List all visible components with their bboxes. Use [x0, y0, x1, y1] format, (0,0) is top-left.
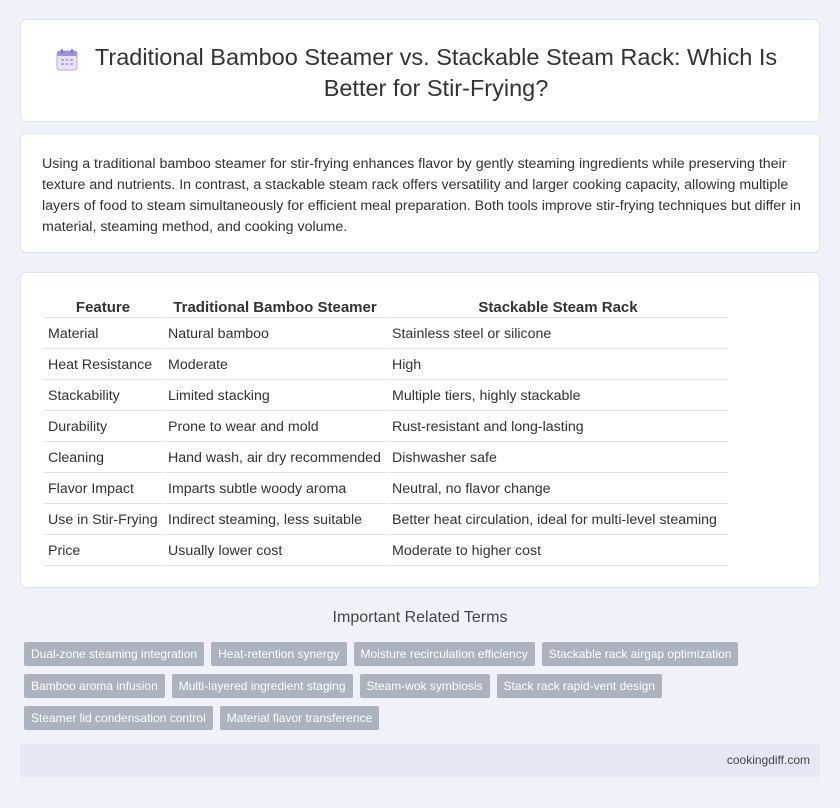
footer — [20, 744, 820, 777]
comparison-card — [20, 272, 820, 588]
header-steam-rack: Stackable Steam Rack — [388, 297, 728, 318]
feature-cell: Cleaning — [44, 444, 162, 473]
tag-row — [24, 706, 814, 730]
feature-cell: Flavor Impact — [44, 475, 162, 504]
comparison-table — [42, 295, 730, 568]
bamboo-cell: Usually lower cost — [164, 537, 386, 566]
table-row — [44, 413, 728, 442]
term-tag[interactable]: Stack rack rapid-vent design — [497, 674, 662, 698]
rack-cell: Moderate to higher cost — [388, 537, 728, 566]
rack-cell: High — [388, 351, 728, 380]
tag-row — [24, 642, 814, 666]
header-bamboo-steamer: Traditional Bamboo Steamer — [164, 297, 386, 318]
table-header-row — [44, 297, 728, 318]
title-card — [20, 19, 820, 122]
bamboo-cell: Natural bamboo — [164, 320, 386, 349]
title-wrap — [21, 42, 821, 104]
page-title: Traditional Bamboo Steamer vs. Stackable Steam Rack: Which Is Better for Stir-Frying? — [94, 44, 778, 101]
feature-cell: Price — [44, 537, 162, 566]
intro-paragraph: Using a traditional bamboo steamer for stir-frying enhances flavor by gently steaming ingredients while preserving their texture and nutrients. In contrast, a stackable steam rack offers versatility and larger cooking capacity, allowing multiple layers of food to steam simultaneously for efficient meal preparation. Both tools improve stir-frying techniques but differ in material, steaming method, and cooking volume. — [42, 156, 801, 235]
feature-cell: Material — [44, 320, 162, 349]
bamboo-cell: Prone to wear and mold — [164, 413, 386, 442]
table-row — [44, 351, 728, 380]
table-row — [44, 537, 728, 566]
term-tag[interactable]: Moisture recirculation efficiency — [354, 642, 535, 666]
table-row — [44, 320, 728, 349]
tag-row — [24, 674, 814, 698]
table-row — [44, 506, 728, 535]
feature-cell: Durability — [44, 413, 162, 442]
rack-cell: Neutral, no flavor change — [388, 475, 728, 504]
feature-cell: Heat Resistance — [44, 351, 162, 380]
table-row — [44, 382, 728, 411]
term-tag[interactable]: Material flavor transference — [220, 706, 379, 730]
term-tag[interactable]: Dual-zone steaming integration — [24, 642, 204, 666]
bamboo-cell: Moderate — [164, 351, 386, 380]
intro-card — [20, 133, 820, 253]
bamboo-cell: Limited stacking — [164, 382, 386, 411]
bamboo-cell: Hand wash, air dry recommended — [164, 444, 386, 473]
rack-cell: Better heat circulation, ideal for multi-level steaming — [388, 506, 728, 535]
term-tag[interactable]: Bamboo aroma infusion — [24, 674, 165, 698]
site-link[interactable]: cookingdiff.com — [726, 753, 810, 767]
related-terms-list — [24, 642, 814, 738]
header-feature: Feature — [44, 297, 162, 318]
rack-cell: Rust-resistant and long-lasting — [388, 413, 728, 442]
term-tag[interactable]: Steamer lid condensation control — [24, 706, 213, 730]
bamboo-cell: Imparts subtle woody aroma — [164, 475, 386, 504]
rack-cell: Dishwasher safe — [388, 444, 728, 473]
feature-cell: Stackability — [44, 382, 162, 411]
rack-cell: Stainless steel or silicone — [388, 320, 728, 349]
calendar-icon — [55, 48, 79, 72]
term-tag[interactable]: Steam-wok symbiosis — [360, 674, 490, 698]
term-tag[interactable]: Stackable rack airgap optimization — [542, 642, 739, 666]
table-row — [44, 444, 728, 473]
term-tag[interactable]: Multi-layered ingredient staging — [172, 674, 353, 698]
feature-cell: Use in Stir-Frying — [44, 506, 162, 535]
bamboo-cell: Indirect steaming, less suitable — [164, 506, 386, 535]
table-row — [44, 475, 728, 504]
related-terms-heading: Important Related Terms — [332, 609, 508, 626]
rack-cell: Multiple tiers, highly stackable — [388, 382, 728, 411]
term-tag[interactable]: Heat-retention synergy — [211, 642, 346, 666]
